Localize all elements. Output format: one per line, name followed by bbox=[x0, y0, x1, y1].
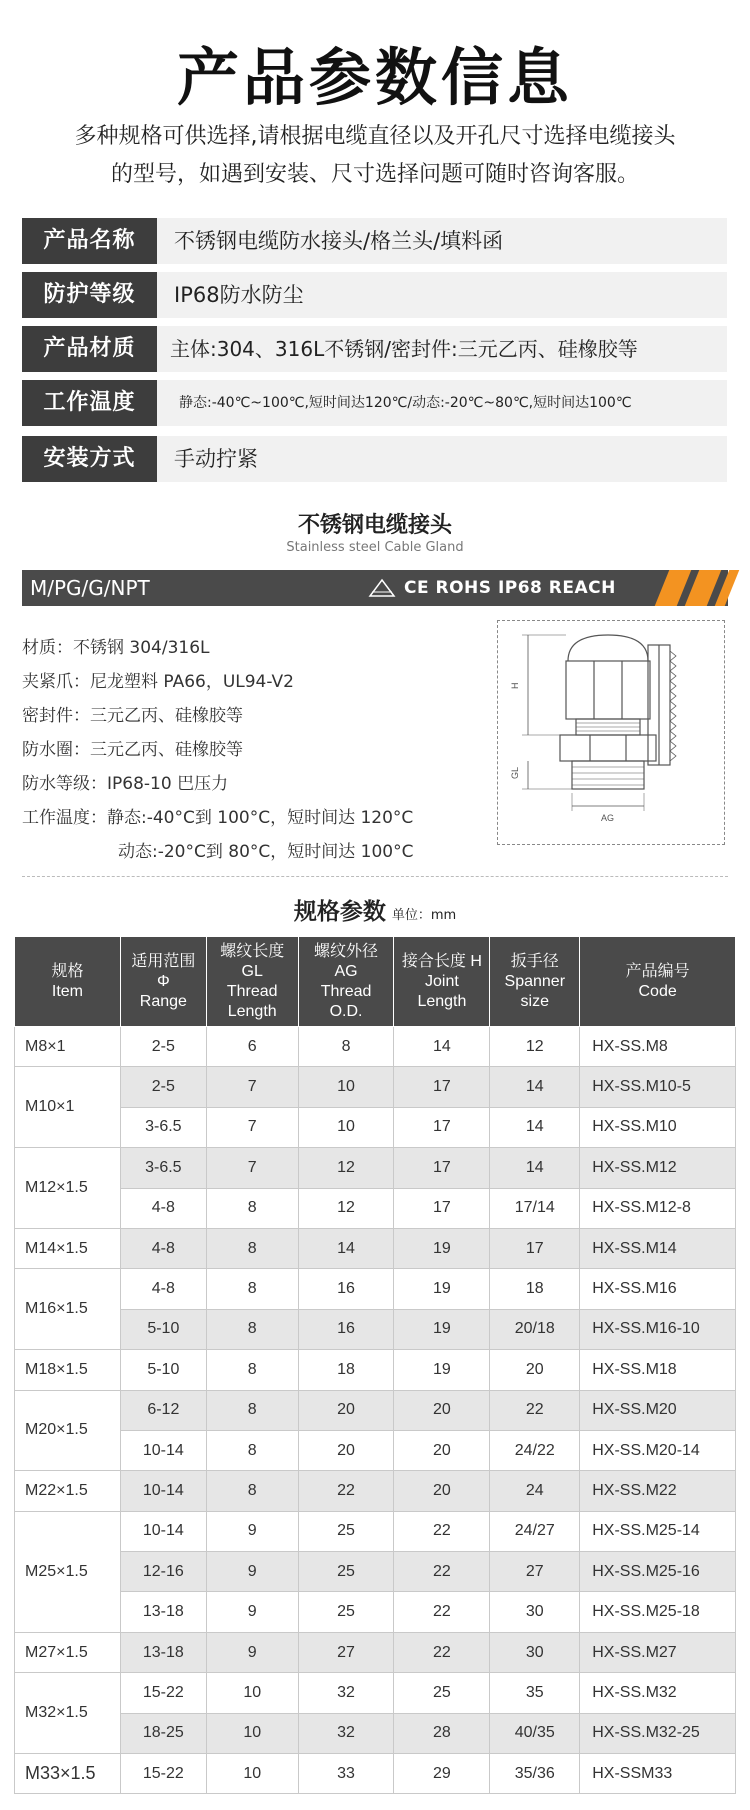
header-line: 接合长度 H bbox=[401, 952, 482, 970]
dimension-gl-label: GL bbox=[510, 766, 520, 779]
table-row bbox=[15, 1552, 736, 1592]
param-row-install bbox=[22, 436, 727, 482]
value-cell: 20 bbox=[394, 1390, 490, 1430]
param-value: IP68防水防尘 bbox=[174, 283, 304, 307]
value-cell: 10 bbox=[298, 1107, 394, 1147]
header-line: Joint bbox=[425, 972, 459, 990]
table-unit: 单位：mm bbox=[391, 908, 457, 923]
code-cell: HX-SS.M18 bbox=[580, 1350, 736, 1390]
param-row-name bbox=[22, 218, 727, 264]
value-cell: 15-22 bbox=[120, 1754, 206, 1794]
header-line: size bbox=[520, 992, 549, 1010]
table-row bbox=[15, 1027, 736, 1067]
header-line: AG bbox=[334, 962, 358, 980]
header-line: 螺纹长度 bbox=[220, 942, 285, 960]
table-row bbox=[15, 1188, 736, 1228]
value-cell: 12 bbox=[490, 1027, 580, 1067]
value-cell: 17 bbox=[394, 1188, 490, 1228]
code-cell: HX-SS.M32-25 bbox=[580, 1713, 736, 1753]
value-cell: 25 bbox=[298, 1592, 394, 1632]
value-cell: 9 bbox=[206, 1592, 298, 1632]
value-cell: 24/22 bbox=[490, 1430, 580, 1470]
param-label: 工作温度 bbox=[22, 380, 157, 426]
value-cell: 22 bbox=[394, 1552, 490, 1592]
value-cell: 18 bbox=[298, 1350, 394, 1390]
value-cell: 8 bbox=[206, 1228, 298, 1268]
code-cell: HX-SS.M12-8 bbox=[580, 1188, 736, 1228]
table-row bbox=[15, 1511, 736, 1551]
value-cell: 32 bbox=[298, 1713, 394, 1753]
intro-line-2: 的型号，如遇到安装、尺寸选择问题可随时咨询客服。 bbox=[110, 162, 639, 187]
value-cell: 30 bbox=[490, 1592, 580, 1632]
spec-oring: 防水圈：三元乙丙、硅橡胶等 bbox=[22, 740, 243, 760]
value-cell: 22 bbox=[490, 1390, 580, 1430]
param-row-temperature bbox=[22, 380, 727, 426]
table-row bbox=[15, 1632, 736, 1672]
code-cell: HX-SS.M20 bbox=[580, 1390, 736, 1430]
value-cell: 9 bbox=[206, 1511, 298, 1551]
value-cell: 20 bbox=[298, 1430, 394, 1470]
value-cell: 9 bbox=[206, 1552, 298, 1592]
value-cell: 16 bbox=[298, 1269, 394, 1309]
table-header-cell bbox=[298, 937, 394, 1027]
spec-ip-rating: 防水等级：IP68-10 巴压力 bbox=[22, 774, 229, 794]
table-row bbox=[15, 1673, 736, 1713]
value-cell: 12 bbox=[298, 1148, 394, 1188]
table-header-cell bbox=[206, 937, 298, 1027]
value-cell: 33 bbox=[298, 1754, 394, 1794]
table-row bbox=[15, 1107, 736, 1147]
param-value: 不锈钢电缆防水接头/格兰头/填料函 bbox=[174, 229, 504, 253]
param-label: 防护等级 bbox=[22, 272, 157, 318]
table-row bbox=[15, 1471, 736, 1511]
code-cell: HX-SS.M32 bbox=[580, 1673, 736, 1713]
item-cell: M18×1.5 bbox=[15, 1350, 121, 1390]
spec-table bbox=[14, 936, 736, 1794]
dimension-ag-label: AG bbox=[601, 813, 615, 823]
value-cell: 19 bbox=[394, 1269, 490, 1309]
table-row bbox=[15, 1309, 736, 1349]
section-title: 不锈钢电缆接头 bbox=[297, 513, 452, 538]
value-cell: 19 bbox=[394, 1228, 490, 1268]
value-cell: 10 bbox=[206, 1754, 298, 1794]
code-cell: HX-SS.M16 bbox=[580, 1269, 736, 1309]
table-title-text: 规格参数 bbox=[293, 899, 386, 925]
item-cell: M16×1.5 bbox=[15, 1269, 121, 1350]
code-cell: HX-SS.M27 bbox=[580, 1632, 736, 1672]
spec-material: 材质：不锈钢 304/316L bbox=[22, 638, 210, 658]
value-cell: 16 bbox=[298, 1309, 394, 1349]
value-cell: 19 bbox=[394, 1350, 490, 1390]
value-cell: 13-18 bbox=[120, 1592, 206, 1632]
header-line: 扳手径 bbox=[510, 952, 559, 970]
value-cell: 17 bbox=[394, 1067, 490, 1107]
value-cell: 19 bbox=[394, 1309, 490, 1349]
value-cell: 5-10 bbox=[120, 1309, 206, 1349]
header-line: Length bbox=[227, 1002, 277, 1020]
section-subtitle: Stainless steel Cable Gland bbox=[286, 540, 464, 555]
value-cell: 10 bbox=[298, 1067, 394, 1107]
value-cell: 10-14 bbox=[120, 1430, 206, 1470]
value-cell: 3-6.5 bbox=[120, 1148, 206, 1188]
certification-logo-icon bbox=[368, 578, 396, 598]
value-cell: 2-5 bbox=[120, 1027, 206, 1067]
spec-clamp: 夹紧爪：尼龙塑料 PA66，UL94-V2 bbox=[22, 672, 294, 692]
value-cell: 7 bbox=[206, 1067, 298, 1107]
code-cell: HX-SS.M25-18 bbox=[580, 1592, 736, 1632]
value-cell: 24/27 bbox=[490, 1511, 580, 1551]
header-line: 产品编号 bbox=[625, 962, 690, 980]
code-cell: HX-SS.M20-14 bbox=[580, 1430, 736, 1470]
intro-line-1: 多种规格可供选择,请根据电缆直径以及开孔尺寸选择电缆接头 bbox=[74, 124, 676, 149]
value-cell: 4-8 bbox=[120, 1228, 206, 1268]
header-line: Thread bbox=[226, 982, 278, 1000]
value-cell: 20 bbox=[394, 1471, 490, 1511]
value-cell: 8 bbox=[206, 1350, 298, 1390]
value-cell: 5-10 bbox=[120, 1350, 206, 1390]
value-cell: 4-8 bbox=[120, 1188, 206, 1228]
value-cell: 7 bbox=[206, 1107, 298, 1147]
value-cell: 10-14 bbox=[120, 1511, 206, 1551]
value-cell: 20/18 bbox=[490, 1309, 580, 1349]
value-cell: 40/35 bbox=[490, 1713, 580, 1753]
thread-types: M/PG/G/NPT bbox=[30, 576, 150, 600]
header-line: Spanner bbox=[504, 972, 566, 990]
header-line: Φ bbox=[156, 972, 170, 990]
dimension-h-label: H bbox=[510, 682, 520, 689]
spec-seal: 密封件：三元乙丙、硅橡胶等 bbox=[22, 706, 243, 726]
header-line: Thread bbox=[320, 982, 372, 1000]
value-cell: 8 bbox=[206, 1390, 298, 1430]
header-line: Range bbox=[139, 992, 187, 1010]
item-cell: M8×1 bbox=[15, 1027, 121, 1067]
cable-gland-drawing bbox=[497, 620, 725, 845]
table-row bbox=[15, 1350, 736, 1390]
spec-temperature-dynamic: 动态:-20°C到 80°C，短时间达 100°C bbox=[118, 842, 414, 862]
value-cell: 22 bbox=[298, 1471, 394, 1511]
value-cell: 7 bbox=[206, 1148, 298, 1188]
item-cell: M14×1.5 bbox=[15, 1228, 121, 1268]
value-cell: 8 bbox=[206, 1188, 298, 1228]
value-cell: 17 bbox=[490, 1228, 580, 1268]
value-cell: 8 bbox=[206, 1430, 298, 1470]
header-line: GL bbox=[241, 962, 263, 980]
code-cell: HX-SS.M10 bbox=[580, 1107, 736, 1147]
table-header-cell bbox=[120, 937, 206, 1027]
item-cell: M27×1.5 bbox=[15, 1632, 121, 1672]
item-cell: M33×1.5 bbox=[15, 1754, 121, 1794]
table-row bbox=[15, 1148, 736, 1188]
value-cell: 24 bbox=[490, 1471, 580, 1511]
param-row-protection bbox=[22, 272, 727, 318]
param-value: 手动拧紧 bbox=[174, 447, 258, 471]
value-cell: 17 bbox=[394, 1148, 490, 1188]
table-header-row bbox=[15, 937, 736, 1027]
value-cell: 22 bbox=[394, 1511, 490, 1551]
value-cell: 9 bbox=[206, 1632, 298, 1672]
value-cell: 25 bbox=[298, 1552, 394, 1592]
section-divider bbox=[22, 876, 728, 877]
item-cell: M12×1.5 bbox=[15, 1148, 121, 1229]
header-line: O.D. bbox=[329, 1002, 363, 1020]
value-cell: 25 bbox=[394, 1673, 490, 1713]
value-cell: 35 bbox=[490, 1673, 580, 1713]
value-cell: 20 bbox=[298, 1390, 394, 1430]
header-line: 适用范围 bbox=[131, 952, 196, 970]
value-cell: 4-8 bbox=[120, 1269, 206, 1309]
intro-text bbox=[40, 118, 710, 194]
value-cell: 15-22 bbox=[120, 1673, 206, 1713]
table-row bbox=[15, 1390, 736, 1430]
value-cell: 14 bbox=[490, 1067, 580, 1107]
table-header-cell bbox=[580, 937, 736, 1027]
param-value: 主体:304、316L不锈钢/密封件:三元乙丙、硅橡胶等 bbox=[170, 337, 638, 361]
value-cell: 20 bbox=[490, 1350, 580, 1390]
value-cell: 13-18 bbox=[120, 1632, 206, 1672]
value-cell: 18 bbox=[490, 1269, 580, 1309]
code-cell: HX-SS.M25-16 bbox=[580, 1552, 736, 1592]
value-cell: 8 bbox=[206, 1269, 298, 1309]
table-title bbox=[0, 893, 750, 926]
value-cell: 18-25 bbox=[120, 1713, 206, 1753]
value-cell: 30 bbox=[490, 1632, 580, 1672]
table-row bbox=[15, 1713, 736, 1753]
param-value: 静态:-40℃~100℃,短时间达120℃/动态:-20℃~80℃,短时间达100℃ bbox=[179, 395, 632, 411]
table-row bbox=[15, 1228, 736, 1268]
value-cell: 28 bbox=[394, 1713, 490, 1753]
code-cell: HX-SSM33 bbox=[580, 1754, 736, 1794]
value-cell: 20 bbox=[394, 1430, 490, 1470]
table-row bbox=[15, 1269, 736, 1309]
value-cell: 29 bbox=[394, 1754, 490, 1794]
value-cell: 3-6.5 bbox=[120, 1107, 206, 1147]
code-cell: HX-SS.M25-14 bbox=[580, 1511, 736, 1551]
spec-temperature: 工作温度：静态:-40°C到 100°C，短时间达 120°C bbox=[22, 808, 414, 828]
value-cell: 2-5 bbox=[120, 1067, 206, 1107]
table-body bbox=[15, 1027, 736, 1794]
header-line: Item bbox=[51, 982, 84, 1000]
page-title: 产品参数信息 bbox=[176, 41, 573, 114]
code-cell: HX-SS.M10-5 bbox=[580, 1067, 736, 1107]
value-cell: 25 bbox=[298, 1511, 394, 1551]
value-cell: 22 bbox=[394, 1632, 490, 1672]
value-cell: 27 bbox=[298, 1632, 394, 1672]
header-line: Code bbox=[638, 982, 677, 1000]
value-cell: 32 bbox=[298, 1673, 394, 1713]
code-cell: HX-SS.M8 bbox=[580, 1027, 736, 1067]
value-cell: 27 bbox=[490, 1552, 580, 1592]
code-cell: HX-SS.M22 bbox=[580, 1471, 736, 1511]
value-cell: 17/14 bbox=[490, 1188, 580, 1228]
item-cell: M25×1.5 bbox=[15, 1511, 121, 1632]
code-cell: HX-SS.M12 bbox=[580, 1148, 736, 1188]
param-label: 产品材质 bbox=[22, 326, 157, 372]
item-cell: M22×1.5 bbox=[15, 1471, 121, 1511]
value-cell: 8 bbox=[206, 1309, 298, 1349]
param-label: 产品名称 bbox=[22, 218, 157, 264]
value-cell: 12 bbox=[298, 1188, 394, 1228]
value-cell: 14 bbox=[490, 1148, 580, 1188]
code-cell: HX-SS.M14 bbox=[580, 1228, 736, 1268]
value-cell: 6 bbox=[206, 1027, 298, 1067]
header-line: 规格 bbox=[51, 962, 84, 980]
value-cell: 17 bbox=[394, 1107, 490, 1147]
value-cell: 35/36 bbox=[490, 1754, 580, 1794]
value-cell: 10 bbox=[206, 1713, 298, 1753]
value-cell: 14 bbox=[394, 1027, 490, 1067]
value-cell: 22 bbox=[394, 1592, 490, 1632]
code-cell: HX-SS.M16-10 bbox=[580, 1309, 736, 1349]
value-cell: 8 bbox=[206, 1471, 298, 1511]
table-header-cell bbox=[394, 937, 490, 1027]
table-row bbox=[15, 1430, 736, 1470]
value-cell: 10-14 bbox=[120, 1471, 206, 1511]
table-row bbox=[15, 1067, 736, 1107]
value-cell: 6-12 bbox=[120, 1390, 206, 1430]
certifications: CE ROHS IP68 REACH bbox=[404, 578, 616, 598]
value-cell: 14 bbox=[298, 1228, 394, 1268]
value-cell: 10 bbox=[206, 1673, 298, 1713]
value-cell: 12-16 bbox=[120, 1552, 206, 1592]
table-row bbox=[15, 1754, 736, 1794]
table-row bbox=[15, 1592, 736, 1632]
param-row-material bbox=[22, 326, 727, 372]
item-cell: M10×1 bbox=[15, 1067, 121, 1148]
header-line: Length bbox=[417, 992, 467, 1010]
cable-gland-sketch-icon bbox=[498, 621, 723, 843]
item-cell: M32×1.5 bbox=[15, 1673, 121, 1754]
header-line: 螺纹外径 bbox=[314, 942, 379, 960]
standards-banner bbox=[22, 570, 728, 606]
item-cell: M20×1.5 bbox=[15, 1390, 121, 1471]
value-cell: 8 bbox=[298, 1027, 394, 1067]
table-header-cell bbox=[490, 937, 580, 1027]
table-header-cell bbox=[15, 937, 121, 1027]
value-cell: 14 bbox=[490, 1107, 580, 1147]
param-label: 安装方式 bbox=[22, 436, 157, 482]
